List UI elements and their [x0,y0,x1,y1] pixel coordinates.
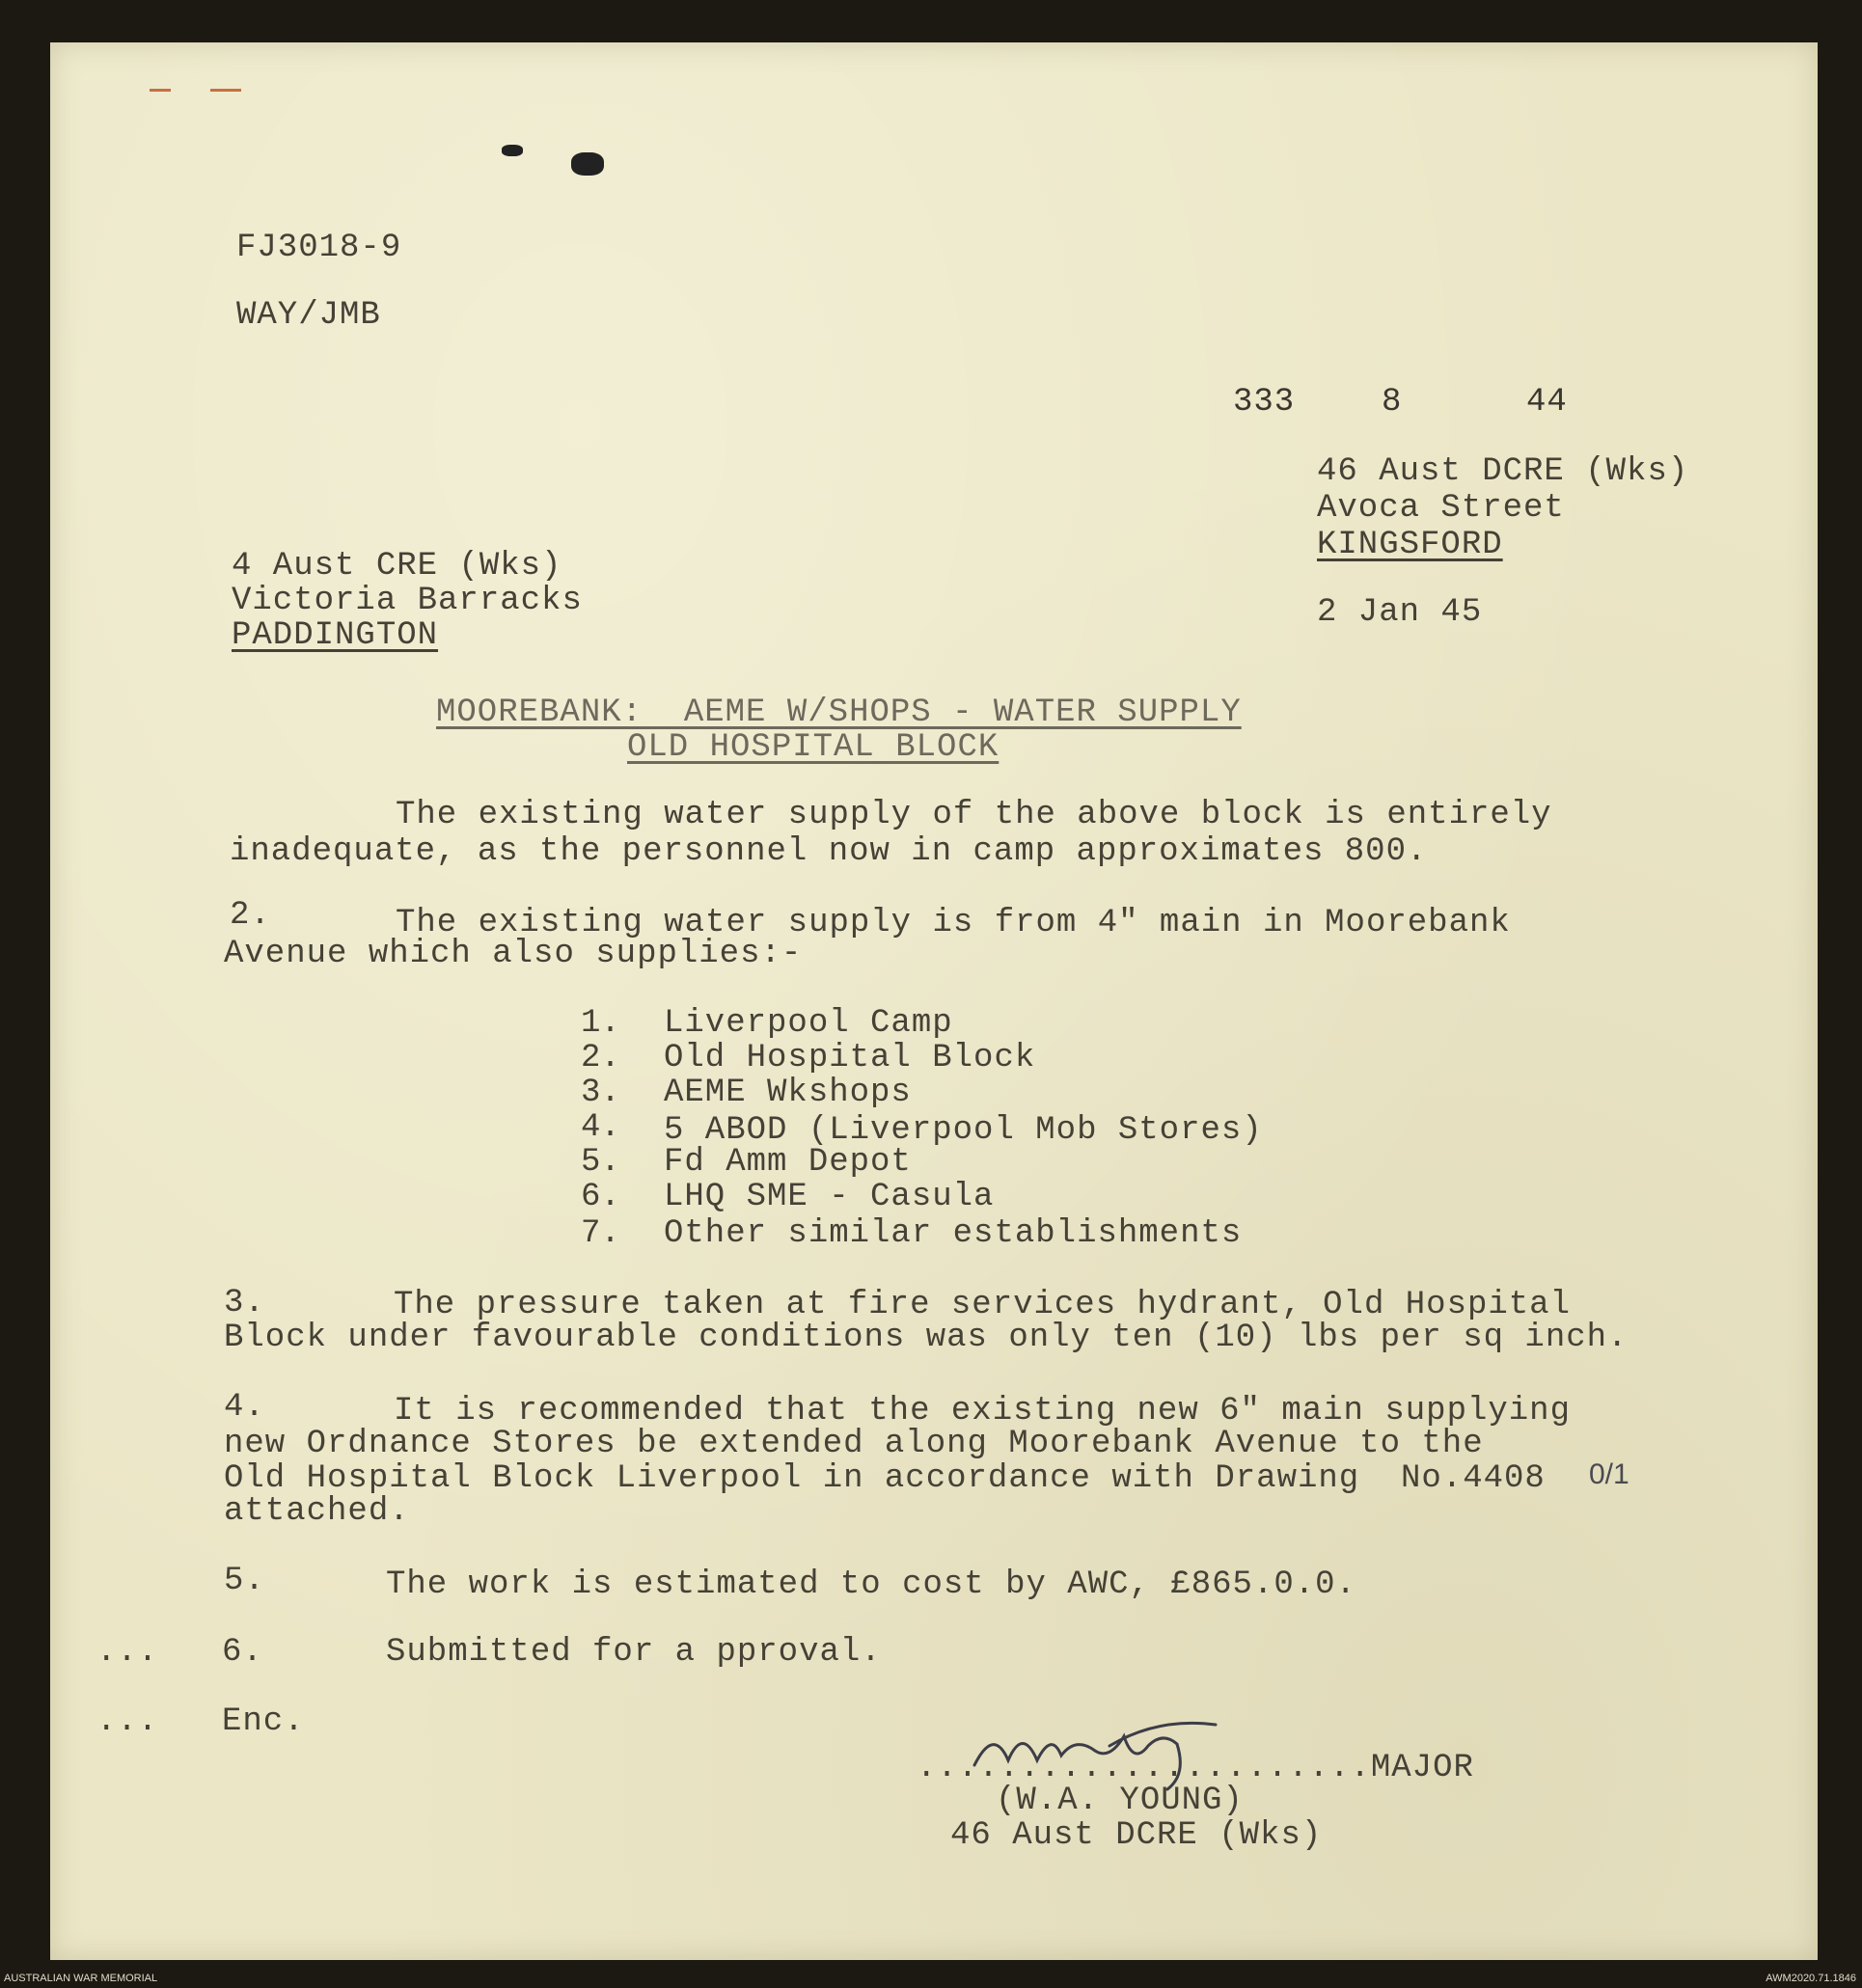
sender-line-1: 46 Aust DCRE (Wks) [1317,453,1689,490]
signatory-unit: 46 Aust DCRE (Wks) [950,1817,1323,1854]
list-item-number: 4. [581,1109,620,1146]
subject-line-1: MOOREBANK: AEME W/SHOPS - WATER SUPPLY [436,694,1242,731]
orange-pencil-mark [210,89,241,92]
sender-line-2: Avoca Street [1317,490,1565,527]
enclosure-label: Enc. [222,1703,305,1740]
list-item-text: AEME Wkshops [664,1075,912,1111]
paragraph-2-number: 2. [230,897,271,934]
paragraph-1-line-1: The existing water supply of the above block is entirely [396,797,1552,833]
paragraph-4-line-4: attached. [224,1493,410,1530]
ref-number-3: 44 [1526,384,1568,421]
paragraph-5-text: The work is estimated to cost by AWC, £865.0.0. [386,1566,1356,1603]
enclosure-marker: ... [96,1703,159,1740]
typist-initials: WAY/JMB [236,297,381,334]
sender-line-3: KINGSFORD [1317,527,1503,563]
recipient-line-2: Victoria Barracks [232,583,583,619]
paragraph-3-number: 3. [224,1285,265,1321]
list-item-text: Old Hospital Block [664,1040,1036,1076]
paragraph-6-text: Submitted for a pproval. [386,1634,882,1671]
list-item-text: Other similar establishments [664,1215,1243,1252]
list-item-number: 7. [581,1215,620,1252]
footer-accession-number: AWM2020.71.1846 [1766,1973,1856,1984]
list-item-number: 1. [581,1005,620,1042]
signature-dots-rank: ......................MAJOR [917,1750,1474,1786]
orange-pencil-mark [150,89,171,92]
paragraph-4-number: 4. [224,1389,265,1426]
list-item-number: 2. [581,1040,620,1076]
list-item-text: 5 ABOD (Liverpool Mob Stores) [664,1112,1263,1149]
list-item-text: LHQ SME - Casula [664,1179,995,1215]
paragraph-1-line-2: inadequate, as the personnel now in camp approximates 800. [230,833,1428,870]
paragraph-4-line-3: Old Hospital Block Liverpool in accordance with Drawing No.4408 [224,1460,1546,1497]
letter-date: 2 Jan 45 [1317,594,1483,631]
paragraph-2-line-2: Avenue which also supplies:- [224,936,803,972]
paragraph-6-marker: ... [96,1634,159,1671]
handwritten-drawing-suffix: 0/1 [1589,1458,1629,1490]
paragraph-4-line-2: new Ordnance Stores be extended along Moorebank Avenue to the [224,1426,1484,1462]
list-item-number: 3. [581,1075,620,1111]
footer-source: AUSTRALIAN WAR MEMORIAL [4,1973,158,1984]
list-item-number: 5. [581,1144,620,1181]
subject-line-2: OLD HOSPITAL BLOCK [627,729,999,766]
file-reference: FJ3018-9 [236,230,402,266]
signatory-name: (W.A. YOUNG) [996,1783,1244,1819]
paragraph-3-line-1: The pressure taken at fire services hydrant, Old Hospital [394,1287,1571,1323]
paragraph-4-line-1: It is recommended that the existing new 6" main supplying [394,1393,1571,1430]
list-item-text: Liverpool Camp [664,1005,953,1042]
list-item-text: Fd Amm Depot [664,1144,912,1181]
paragraph-3-line-2: Block under favourable conditions was only ten (10) lbs per sq inch. [224,1320,1629,1356]
ink-blot [571,152,604,176]
ink-blot [502,145,523,156]
recipient-line-3: PADDINGTON [232,617,439,654]
ref-number-2: 8 [1382,384,1403,421]
paragraph-5-number: 5. [224,1563,265,1599]
list-item-number: 6. [581,1179,620,1215]
recipient-line-1: 4 Aust CRE (Wks) [232,548,562,585]
ref-number-1: 333 [1233,384,1296,421]
paragraph-6-number: 6. [222,1634,263,1671]
paragraph-2-line-1: The existing water supply is from 4" main in Moorebank [396,905,1511,941]
